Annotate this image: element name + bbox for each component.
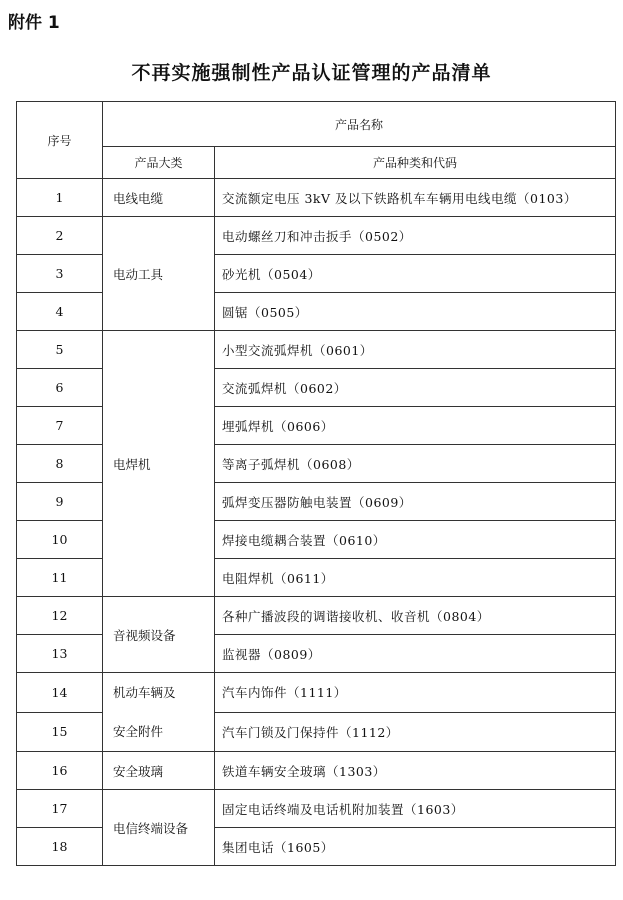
category-label-line: 电焊机: [113, 456, 151, 472]
product-type-cell: 弧焊变压器防触电装置（0609）: [215, 483, 616, 521]
product-type-cell: 集团电话（1605）: [215, 828, 616, 866]
table-row: [17, 790, 616, 828]
serial-number-cell: 18: [17, 828, 103, 866]
product-type-cell: 砂光机（0504）: [215, 255, 616, 293]
product-type-cell: 焊接电缆耦合装置（0610）: [215, 521, 616, 559]
table-row: [17, 217, 616, 255]
product-type-cell: 各种广播波段的调谐接收机、收音机（0804）: [215, 597, 616, 635]
header-product-name: 产品名称: [103, 102, 616, 147]
category-label-line: 安全附件: [113, 724, 164, 739]
table-row: [17, 331, 616, 369]
serial-number-cell: 16: [17, 752, 103, 790]
product-type-cell: 等离子弧焊机（0608）: [215, 445, 616, 483]
category-cell: [103, 597, 215, 673]
serial-number-cell: 17: [17, 790, 103, 828]
serial-number-cell: 15: [17, 712, 103, 752]
serial-number-cell: 1: [17, 179, 103, 217]
table-row: [17, 597, 616, 635]
table-body: [17, 179, 616, 866]
serial-number-cell: 9: [17, 483, 103, 521]
header-serial: 序号: [17, 102, 103, 179]
category-label-line: 电信终端设备: [113, 820, 189, 836]
header-category: 产品大类: [103, 147, 215, 179]
table-row: [17, 673, 616, 713]
product-list-table: [16, 101, 616, 866]
product-type-cell: 监视器（0809）: [215, 635, 616, 673]
table-row: [17, 179, 616, 217]
product-type-cell: 电阻焊机（0611）: [215, 559, 616, 597]
product-type-cell: 交流额定电压 3kV 及以下铁路机车车辆用电线电缆（0103）: [215, 179, 616, 217]
serial-number-cell: 2: [17, 217, 103, 255]
product-type-cell: 交流弧焊机（0602）: [215, 369, 616, 407]
serial-number-cell: 8: [17, 445, 103, 483]
serial-number-cell: 7: [17, 407, 103, 445]
product-type-cell: 小型交流弧焊机（0601）: [215, 331, 616, 369]
serial-number-cell: 10: [17, 521, 103, 559]
product-type-cell: 汽车门锁及门保持件（1112）: [215, 712, 616, 752]
category-cell: [103, 179, 215, 217]
category-cell: [103, 673, 215, 752]
category-label-line: 音视频设备: [113, 627, 176, 643]
category-cell: [103, 331, 215, 597]
category-label-line: 安全玻璃: [113, 763, 164, 779]
serial-number-cell: 14: [17, 673, 103, 713]
category-cell: [103, 217, 215, 331]
category-label-line: 机动车辆及: [113, 685, 176, 700]
category-cell: [103, 790, 215, 866]
category-cell: [103, 752, 215, 790]
serial-number-cell: 5: [17, 331, 103, 369]
serial-number-cell: 4: [17, 293, 103, 331]
header-type-and-code: 产品种类和代码: [215, 147, 616, 179]
product-type-cell: 埋弧焊机（0606）: [215, 407, 616, 445]
product-type-cell: 电动螺丝刀和冲击扳手（0502）: [215, 217, 616, 255]
serial-number-cell: 3: [17, 255, 103, 293]
table-row: [17, 752, 616, 790]
serial-number-cell: 11: [17, 559, 103, 597]
document-title: 不再实施强制性产品认证管理的产品清单: [131, 62, 492, 84]
category-label-line: 电动工具: [113, 266, 164, 282]
product-type-cell: 固定电话终端及电话机附加装置（1603）: [215, 790, 616, 828]
product-type-cell: 铁道车辆安全玻璃（1303）: [215, 752, 616, 790]
product-type-cell: 圆锯（0505）: [215, 293, 616, 331]
serial-number-cell: 12: [17, 597, 103, 635]
product-type-cell: 汽车内饰件（1111）: [215, 673, 616, 713]
serial-number-cell: 13: [17, 635, 103, 673]
serial-number-cell: 6: [17, 369, 103, 407]
category-label-line: 电线电缆: [113, 190, 164, 206]
attachment-label: 附件 1: [8, 13, 60, 33]
